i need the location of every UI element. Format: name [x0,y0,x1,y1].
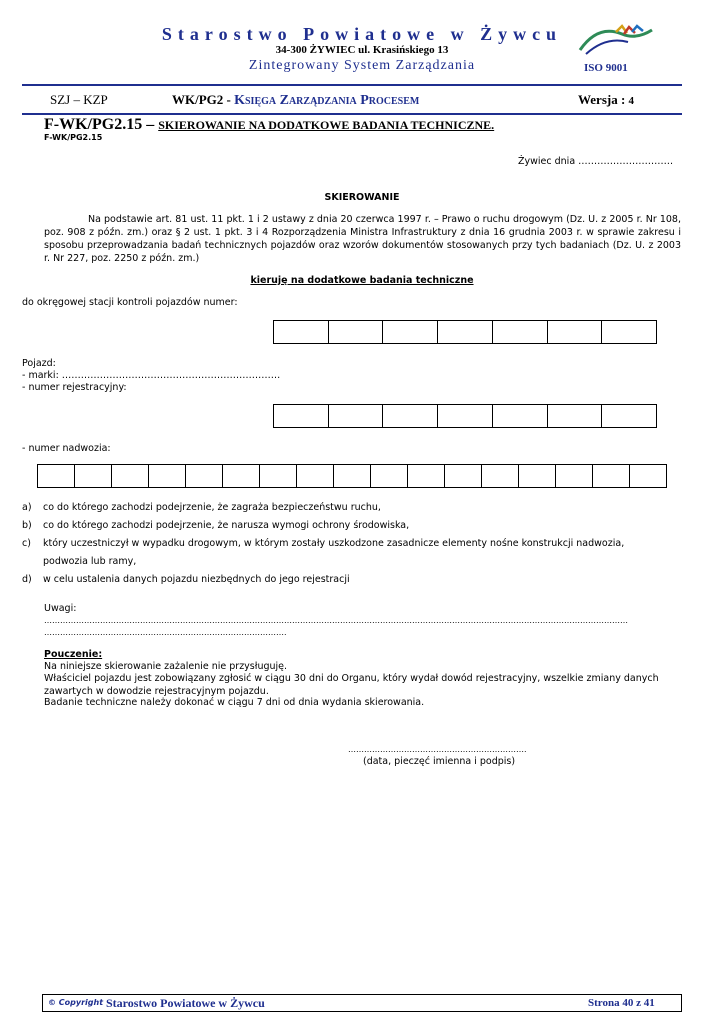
directive-line: kieruję na dodatkowe badania techniczne [250,275,474,286]
vehicle-label: Pojazd: [22,358,56,369]
remarks-line[interactable]: ………………………………………………………………………………………………………………………………………………………………………………………………… [44,616,628,625]
version-label: Wersja : [578,92,626,107]
document-title: SKIEROWANIE NA DODATKOWE BADANIA TECHNICZNE. [158,118,495,132]
place-date: Żywiec dnia ………………………… [518,156,674,167]
version [578,92,634,108]
reason-text: co do którego zachodzi podejrzenie, że zagraża bezpieczeństwu ruchu, [43,502,381,513]
reason-letter: b) [22,520,32,531]
organization-address: 34-300 ŻYWIEC ul. Krasińskiego 13 [275,44,449,56]
document-id: F-WK/PG2.15 – [44,116,155,133]
reason-text: który uczestniczył w wypadku drogowym, w którym zostały uszkodzone zasadnicze elementy nośne konstrukcji nadwozia, [43,538,625,549]
make-field[interactable]: - marki: …………………………………………………………… [22,370,281,381]
vin-label: - numer nadwozia: [22,443,111,454]
remarks-line[interactable]: ………………………………………………………………………………. [44,628,287,637]
legal-basis: Na podstawie art. 81 ust. 11 pkt. 1 i 2 ustawy z dnia 20 czerwca 1997 r. – Prawo o ruchu drogowym (Dz. U. z 2005 r. Nr 108, poz. 908 z późn. zm.) oraz § 2 ust. 1 pkt. 3 i 4 Rozporządzenia Ministra Infrastruktury z dnia 16 grudnia 2003 r. w sprawie zakresu i sposobu przeprowadzania badań technicznych pojazdów oraz wzorów dokumentów stosowanych przy tych badaniach (Dz. U. z 2003 r. Nr 227, poz. 2250 z późn. zm.) [44,214,681,264]
document-id-small: F-WK/PG2.15 [44,133,103,142]
vin-grid[interactable] [37,464,667,488]
reason-letter: a) [22,502,32,513]
reason-text: w celu ustalenia danych pojazdu niezbędnych do jego rejestracji [43,574,350,585]
procedure-code: WK/PG2 - [172,92,231,107]
section-code: SZJ – KZP [50,92,108,107]
registration-label: - numer rejestracyjny: [22,382,127,393]
footer-copyright: © Copyright [48,998,104,1007]
instruction-heading: Pouczenie: [44,649,103,660]
reason-text: co do którego zachodzi podejrzenie, że narusza wymogi ochrony środowiska, [43,520,410,531]
form-heading: SKIEROWANIE [324,192,400,203]
station-label: do okręgowej stacji kontroli pojazdów numer: [22,297,238,308]
instruction-text: Badanie techniczne należy dokonać w ciągu 7 dni od dnia wydania skierowania. [44,697,425,708]
procedure-name: Księga Zarządzania Procesem [234,93,420,108]
footer-organization: Starostwo Powiatowe w Żywcu [106,996,265,1010]
reason-letter: c) [22,538,31,549]
organization-logo [576,20,656,60]
header-divider-2 [22,113,682,115]
signature-caption: (data, pieczęć imienna i podpis) [363,756,516,767]
signature-line[interactable]: …………………………………………………………. [348,745,527,754]
reason-text: podwozia lub ramy, [43,556,137,567]
instruction-text: Na niniejsze skierowanie zażalenie nie przysługuję. [44,661,288,672]
reason-letter: d) [22,574,32,585]
procedure-header [172,92,419,109]
organization-title: Starostwo Powiatowe w Żywcu [161,24,563,44]
iso-certification: ISO 9001 [584,62,628,74]
document-heading [44,116,494,134]
header-divider [22,84,682,86]
station-number-grid[interactable] [273,320,657,344]
registration-number-grid[interactable] [273,404,657,428]
remarks-label: Uwagi: [44,603,77,614]
footer-page-number: Strona 40 z 41 [588,997,655,1009]
instruction-text: Właściciel pojazdu jest zobowiązany zgłosić w ciągu 30 dni do Organu, który wydał dowód rejestracyjny, wszelkie zmiany danych zawartych w dowodzie rejestracyjnym pojazdu. [44,673,659,697]
version-value: 4 [628,95,635,107]
management-system-name: Zintegrowany System Zarządzania [248,58,476,73]
